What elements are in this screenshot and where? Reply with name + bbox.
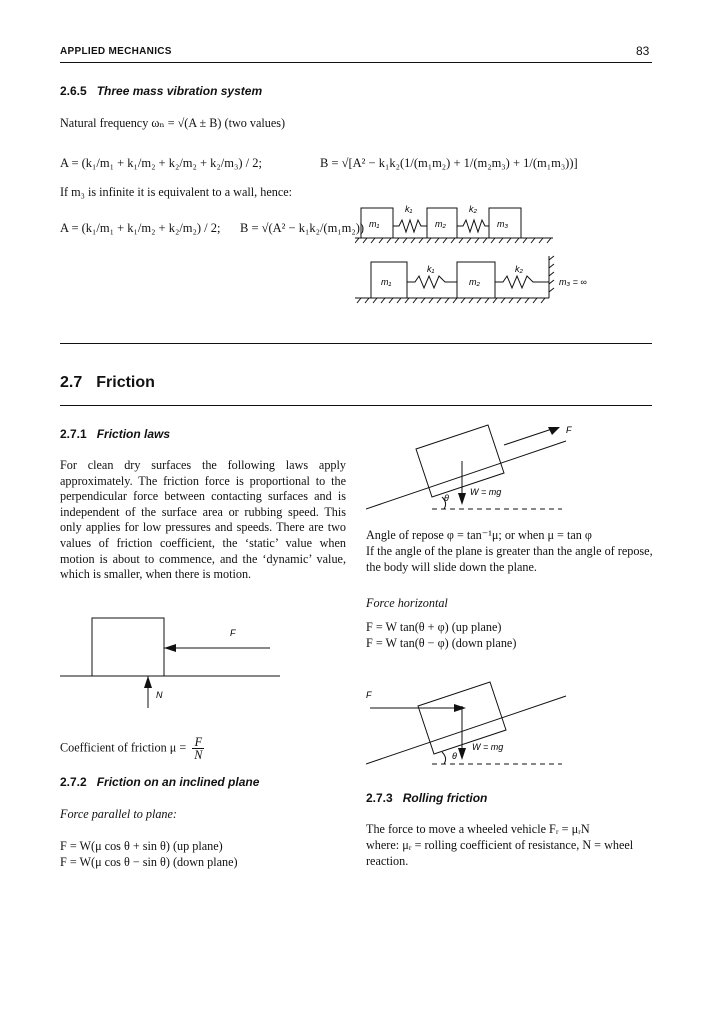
infinite-mass-note: If m₃ is infinite it is equivalent to a wall, hence: <box>60 185 293 199</box>
m1-label: m₁ <box>369 219 380 229</box>
three-mass-diagram <box>355 198 655 320</box>
f-label: F <box>566 425 572 435</box>
natural-frequency: Natural frequency ωₙ = √(A ± B) (two values) <box>60 116 286 130</box>
section-273-heading <box>366 791 487 805</box>
force-arrowhead <box>548 427 560 435</box>
block-friction-diagram <box>60 610 290 710</box>
theta-label: θ <box>452 751 457 761</box>
k1-label: k₁ <box>427 264 435 274</box>
m1-label: m₁ <box>381 277 392 287</box>
weight-arrowhead <box>458 493 466 505</box>
spring-k1 <box>407 276 457 288</box>
header-rule <box>60 62 652 63</box>
spring-k2 <box>495 276 549 288</box>
spring-k1 <box>393 220 427 232</box>
force-arrowhead <box>454 704 466 712</box>
page-number: 83 <box>636 44 650 58</box>
incline-line <box>366 696 566 764</box>
equation-b: B = √[A² − k₁k₂(1/(m₁m₂) + 1/(m₂m₃) + 1/(m₁m₃))] <box>320 156 578 170</box>
rolling-friction-line-1: The force to move a wheeled vehicle Fᵣ = μᵣN <box>366 822 590 836</box>
weight-label: W = mg <box>470 487 502 497</box>
section-271-heading <box>60 427 170 441</box>
k2-label: k₂ <box>515 264 523 274</box>
angle-of-repose: Angle of repose φ = tan⁻¹μ; or when μ = tan φ <box>366 528 592 542</box>
repose-note: If the angle of the plane is greater than the angle of repose, the body will slide down the plane. <box>366 544 653 574</box>
coefficient-of-friction <box>60 736 204 761</box>
section-number: 2.7.2 <box>60 775 87 789</box>
section-title: Friction <box>96 374 155 391</box>
wall-hatch <box>549 256 554 292</box>
applied-force-line <box>504 429 552 445</box>
equation-b-wall: B = √(A² − k₁k₂/(m₁m₂)) <box>240 221 365 235</box>
spring-k2 <box>457 220 489 232</box>
force-horizontal-subtitle: Force horizontal <box>366 596 448 610</box>
horizontal-down-equation: F = W tan(θ − φ) (down plane) <box>366 636 517 650</box>
section-272-heading <box>60 775 259 789</box>
coef-denominator: N <box>194 748 203 762</box>
rolling-friction-line-2: where: μᵣ = rolling coefficient of resistance, N = wheel <box>366 838 634 852</box>
f-label: F <box>230 628 236 638</box>
section-rule <box>60 405 652 406</box>
parallel-down-equation: F = W(μ cos θ − sin θ) (down plane) <box>60 855 238 869</box>
section-number: 2.7.1 <box>60 427 87 441</box>
ground-hatch <box>355 238 551 243</box>
section-title: Three mass vibration system <box>96 84 263 98</box>
section-27-heading <box>60 374 155 392</box>
f-label: F <box>366 690 372 700</box>
section-number: 2.7.3 <box>366 791 393 805</box>
equation-a-wall: A = (k₁/m₁ + k₁/m₂ + k₂/m₂) / 2; <box>60 221 221 235</box>
section-number: 2.6.5 <box>60 84 87 98</box>
n-label: N <box>156 690 163 700</box>
force-parallel-subtitle: Force parallel to plane: <box>60 807 177 821</box>
horizontal-force-diagram <box>366 670 606 770</box>
inclined-plane-diagram <box>366 415 606 515</box>
running-title: APPLIED MECHANICS <box>60 46 172 57</box>
incline-line <box>366 441 566 509</box>
section-rule <box>60 343 652 344</box>
section-number: 2.7 <box>60 374 83 391</box>
ground-hatch <box>357 298 545 303</box>
section-title: Rolling friction <box>402 791 488 805</box>
rolling-friction-line-3: reaction. <box>366 854 409 868</box>
k1-label: k₁ <box>405 204 413 214</box>
m2-label: m₂ <box>435 219 446 229</box>
m3-label: m₃ <box>497 219 509 229</box>
friction-arrowhead <box>164 644 176 652</box>
weight-label: W = mg <box>472 742 504 752</box>
friction-laws-body: For clean dry surfaces the following laws apply approximately. The friction force is proportional to the perpendicular force between contacting surfaces and is independent of the surface area or rubbing speed. This only applies for low pressures and speeds. There are two values of friction coefficient, the ‘static’ value when motion is about to commence, and the ‘dynamic’ value, which is smaller, when there is motion. <box>60 458 346 582</box>
block <box>92 618 164 676</box>
weight-arrowhead <box>458 748 466 760</box>
k2-label: k₂ <box>469 204 477 214</box>
coef-label: Coefficient of friction μ = <box>60 740 187 755</box>
coef-numerator: F <box>192 736 204 749</box>
section-title: Friction on an inclined plane <box>96 775 260 789</box>
m3-infinite-label: m₃ = ∞ <box>559 277 587 287</box>
parallel-up-equation: F = W(μ cos θ + sin θ) (up plane) <box>60 839 223 853</box>
equation-a: A = (k₁/m₁ + k₁/m₂ + k₂/m₂ + k₂/m₃) / 2; <box>60 156 262 170</box>
theta-label: θ <box>444 493 449 503</box>
angle-arc <box>442 752 446 764</box>
normal-arrowhead <box>144 676 152 688</box>
section-title: Friction laws <box>96 427 171 441</box>
section-265-heading <box>60 84 262 98</box>
m2-label: m₂ <box>469 277 480 287</box>
horizontal-up-equation: F = W tan(θ + φ) (up plane) <box>366 620 502 634</box>
